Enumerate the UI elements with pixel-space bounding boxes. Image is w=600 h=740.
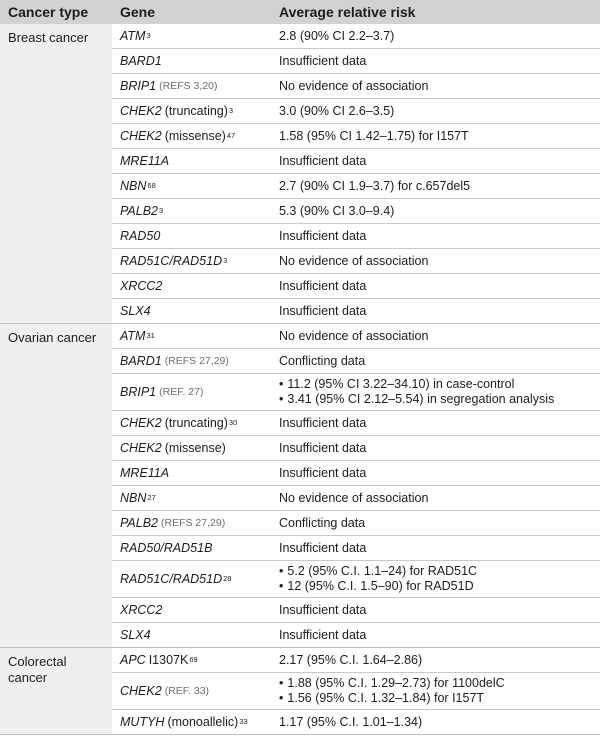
risk-value: • 1.88 (95% C.I. 1.29–2.73) for 1100delC xyxy=(279,676,600,691)
risk-value: • 3.41 (95% CI 2.12–5.54) in segregation analysis xyxy=(279,392,600,407)
gene-name: CHEK2 xyxy=(120,416,162,430)
risk-value: Insufficient data xyxy=(279,466,367,480)
table-row xyxy=(112,710,600,734)
risk-cell xyxy=(272,274,600,298)
gene-cell xyxy=(112,74,272,98)
risk-value: • 5.2 (95% C.I. 1.1–24) for RAD51C xyxy=(279,564,600,579)
risk-cell xyxy=(272,99,600,123)
risk-value: No evidence of association xyxy=(279,254,429,268)
table-row xyxy=(112,199,600,224)
gene-cell xyxy=(112,623,272,647)
risk-cell xyxy=(272,324,600,348)
table-row xyxy=(112,324,600,349)
risk-value: 2.7 (90% CI 1.9–3.7) for c.657del5 xyxy=(279,179,471,193)
table-row xyxy=(112,648,600,673)
gene-cell: NBN 27 xyxy=(120,491,156,505)
table-row xyxy=(112,124,600,149)
reference-note: (REF. 27) xyxy=(159,386,204,398)
risk-value: Insufficient data xyxy=(279,628,367,642)
risk-value: Insufficient data xyxy=(279,229,367,243)
gene-name: SLX4 xyxy=(120,628,151,642)
cancer-type-label: Colorectal cancer xyxy=(8,654,67,685)
gene-qualifier: (missense) xyxy=(164,441,226,455)
risk-cell xyxy=(272,511,600,535)
risk-cell xyxy=(272,349,600,373)
gene-name: BARD1 xyxy=(120,54,162,68)
table-row xyxy=(112,174,600,199)
gene-cell: PALB2 3 xyxy=(120,204,164,218)
table-row xyxy=(112,299,600,323)
risk-value: Insufficient data xyxy=(279,603,367,617)
gene-cell: NBN 68 xyxy=(120,179,156,193)
table-row xyxy=(112,99,600,124)
risk-cell xyxy=(272,24,600,48)
risk-value: Insufficient data xyxy=(279,54,367,68)
table-row xyxy=(112,511,600,536)
cancer-type-label: Breast cancer xyxy=(8,30,89,45)
risk-cell xyxy=(272,486,600,510)
table-row xyxy=(112,461,600,486)
risk-cell xyxy=(272,461,600,485)
gene-cell xyxy=(112,511,272,535)
table-row xyxy=(112,598,600,623)
gene-qualifier: (truncating) xyxy=(164,104,228,118)
gene-cell: RAD51C/RAD51D 28 xyxy=(120,572,232,586)
gene-name: PALB2 xyxy=(120,204,158,218)
gene-cell xyxy=(112,149,272,173)
risk-value: Insufficient data xyxy=(279,416,367,430)
gene-cell: ATM 31 xyxy=(120,329,155,343)
gene-name: ATM xyxy=(120,329,146,343)
gene-name: CHEK2 xyxy=(120,104,162,118)
risk-cell xyxy=(272,710,600,734)
risk-cell xyxy=(272,598,600,622)
risk-cell xyxy=(272,623,600,647)
risk-value: 5.3 (90% CI 3.0–9.4) xyxy=(279,204,395,218)
risk-cell xyxy=(272,49,600,73)
risk-value: 3.0 (90% CI 2.6–3.5) xyxy=(279,104,395,118)
risk-value: Conflicting data xyxy=(279,354,366,368)
gene-cell xyxy=(112,598,272,622)
risk-cell xyxy=(272,74,600,98)
risk-value: Insufficient data xyxy=(279,441,367,455)
gene-cell xyxy=(112,49,272,73)
gene-name: NBN xyxy=(120,491,147,505)
gene-name: PALB2 xyxy=(120,516,158,530)
risk-value: No evidence of association xyxy=(279,329,429,343)
risk-value: • 12 (95% C.I. 1.5–90) for RAD51D xyxy=(279,579,600,594)
gene-name: SLX4 xyxy=(120,304,151,318)
header-cancer-type: Cancer type xyxy=(8,4,89,20)
gene-cell xyxy=(112,436,272,460)
gene-name: CHEK2 xyxy=(120,441,162,455)
risk-value: • 1.56 (95% C.I. 1.32–1.84) for I157T xyxy=(279,691,600,706)
gene-cell: CHEK2 (truncating) 3 xyxy=(120,104,234,118)
table-row xyxy=(112,561,600,598)
gene-cell xyxy=(112,536,272,560)
gene-name: ATM xyxy=(120,29,146,43)
gene-name: MUTYH xyxy=(120,715,165,729)
gene-qualifier: I1307K xyxy=(148,653,189,667)
reference-note: (REFS 3,20) xyxy=(159,80,218,92)
gene-cell xyxy=(112,461,272,485)
gene-name: XRCC2 xyxy=(120,279,163,293)
risk-value: 2.8 (90% CI 2.2–3.7) xyxy=(279,29,395,43)
gene-cell xyxy=(112,673,272,709)
risk-value: Conflicting data xyxy=(279,516,366,530)
gene-name: BRIP1 xyxy=(120,385,157,399)
gene-name: XRCC2 xyxy=(120,603,163,617)
table-row xyxy=(112,249,600,274)
risk-value: Insufficient data xyxy=(279,154,367,168)
gene-name: RAD50 xyxy=(120,229,161,243)
gene-name: RAD50/RAD51B xyxy=(120,541,213,555)
risk-cell xyxy=(272,224,600,248)
gene-name: BRIP1 xyxy=(120,79,157,93)
cancer-group xyxy=(0,324,600,648)
risk-cell xyxy=(272,124,600,148)
cancer-group xyxy=(0,648,600,735)
risk-cell xyxy=(272,174,600,198)
cancer-type-label: Ovarian cancer xyxy=(8,330,97,345)
risk-cell xyxy=(272,374,600,410)
table-row xyxy=(112,274,600,299)
gene-qualifier: (missense) xyxy=(164,129,226,143)
reference-note: (REFS 27,29) xyxy=(161,517,226,529)
risk-value: Insufficient data xyxy=(279,304,367,318)
table-row xyxy=(112,486,600,511)
risk-value: Insufficient data xyxy=(279,541,367,555)
gene-cell xyxy=(112,224,272,248)
table-row xyxy=(112,349,600,374)
table-header xyxy=(0,0,600,24)
table-body xyxy=(0,24,600,735)
risk-value: No evidence of association xyxy=(279,491,429,505)
gene-name: NBN xyxy=(120,179,147,193)
risk-value: 1.58 (95% CI 1.42–1.75) for I157T xyxy=(279,129,469,143)
table-row xyxy=(112,536,600,561)
gene-name: RAD51C/RAD51D xyxy=(120,254,223,268)
gene-cell: ATM 3 xyxy=(120,29,151,43)
table-row xyxy=(112,673,600,710)
risk-cell xyxy=(272,436,600,460)
risk-cell xyxy=(272,648,600,672)
table-row xyxy=(112,24,600,49)
risk-value: Insufficient data xyxy=(279,279,367,293)
table-row xyxy=(112,374,600,411)
gene-cell xyxy=(112,274,272,298)
gene-name: MRE11A xyxy=(120,466,170,480)
gene-cell: MUTYH (monoallelic) 33 xyxy=(120,715,248,729)
cancer-group xyxy=(0,24,600,324)
risk-cell xyxy=(272,149,600,173)
table-row xyxy=(112,436,600,461)
risk-cell xyxy=(272,299,600,323)
header-gene: Gene xyxy=(120,4,156,20)
risk-value: • 11.2 (95% CI 3.22–34.10) in case-control xyxy=(279,377,600,392)
gene-cell: RAD51C/RAD51D 3 xyxy=(120,254,228,268)
gene-cell xyxy=(112,374,272,410)
gene-name: CHEK2 xyxy=(120,684,162,698)
risk-value: 1.17 (95% C.I. 1.01–1.34) xyxy=(279,715,423,729)
gene-name: APC xyxy=(120,653,146,667)
gene-cell: CHEK2 (truncating) 30 xyxy=(120,416,238,430)
risk-cell xyxy=(272,249,600,273)
risk-cell xyxy=(272,673,600,709)
risk-cell xyxy=(272,411,600,435)
reference-note: (REFS 27,29) xyxy=(164,355,229,367)
gene-name: CHEK2 xyxy=(120,129,162,143)
table-row xyxy=(112,224,600,249)
gene-name: RAD51C/RAD51D xyxy=(120,572,223,586)
risk-value: No evidence of association xyxy=(279,79,429,93)
table-row xyxy=(112,149,600,174)
table-row xyxy=(112,74,600,99)
table-row xyxy=(112,623,600,647)
risk-value: 2.17 (95% C.I. 1.64–2.86) xyxy=(279,653,423,667)
gene-cell xyxy=(112,349,272,373)
gene-cell: APC I1307K 69 xyxy=(120,653,198,667)
header-risk: Average relative risk xyxy=(279,4,416,20)
risk-cell xyxy=(272,199,600,223)
table-row xyxy=(112,411,600,436)
gene-name: BARD1 xyxy=(120,354,162,368)
gene-qualifier: (monoallelic) xyxy=(167,715,239,729)
gene-qualifier: (truncating) xyxy=(164,416,228,430)
risk-cell xyxy=(272,561,600,597)
gene-name: MRE11A xyxy=(120,154,170,168)
table-row xyxy=(112,49,600,74)
gene-cell: CHEK2 (missense) 47 xyxy=(120,129,236,143)
reference-note: (REF. 33) xyxy=(164,685,210,697)
risk-cell xyxy=(272,536,600,560)
gene-cell xyxy=(112,299,272,323)
